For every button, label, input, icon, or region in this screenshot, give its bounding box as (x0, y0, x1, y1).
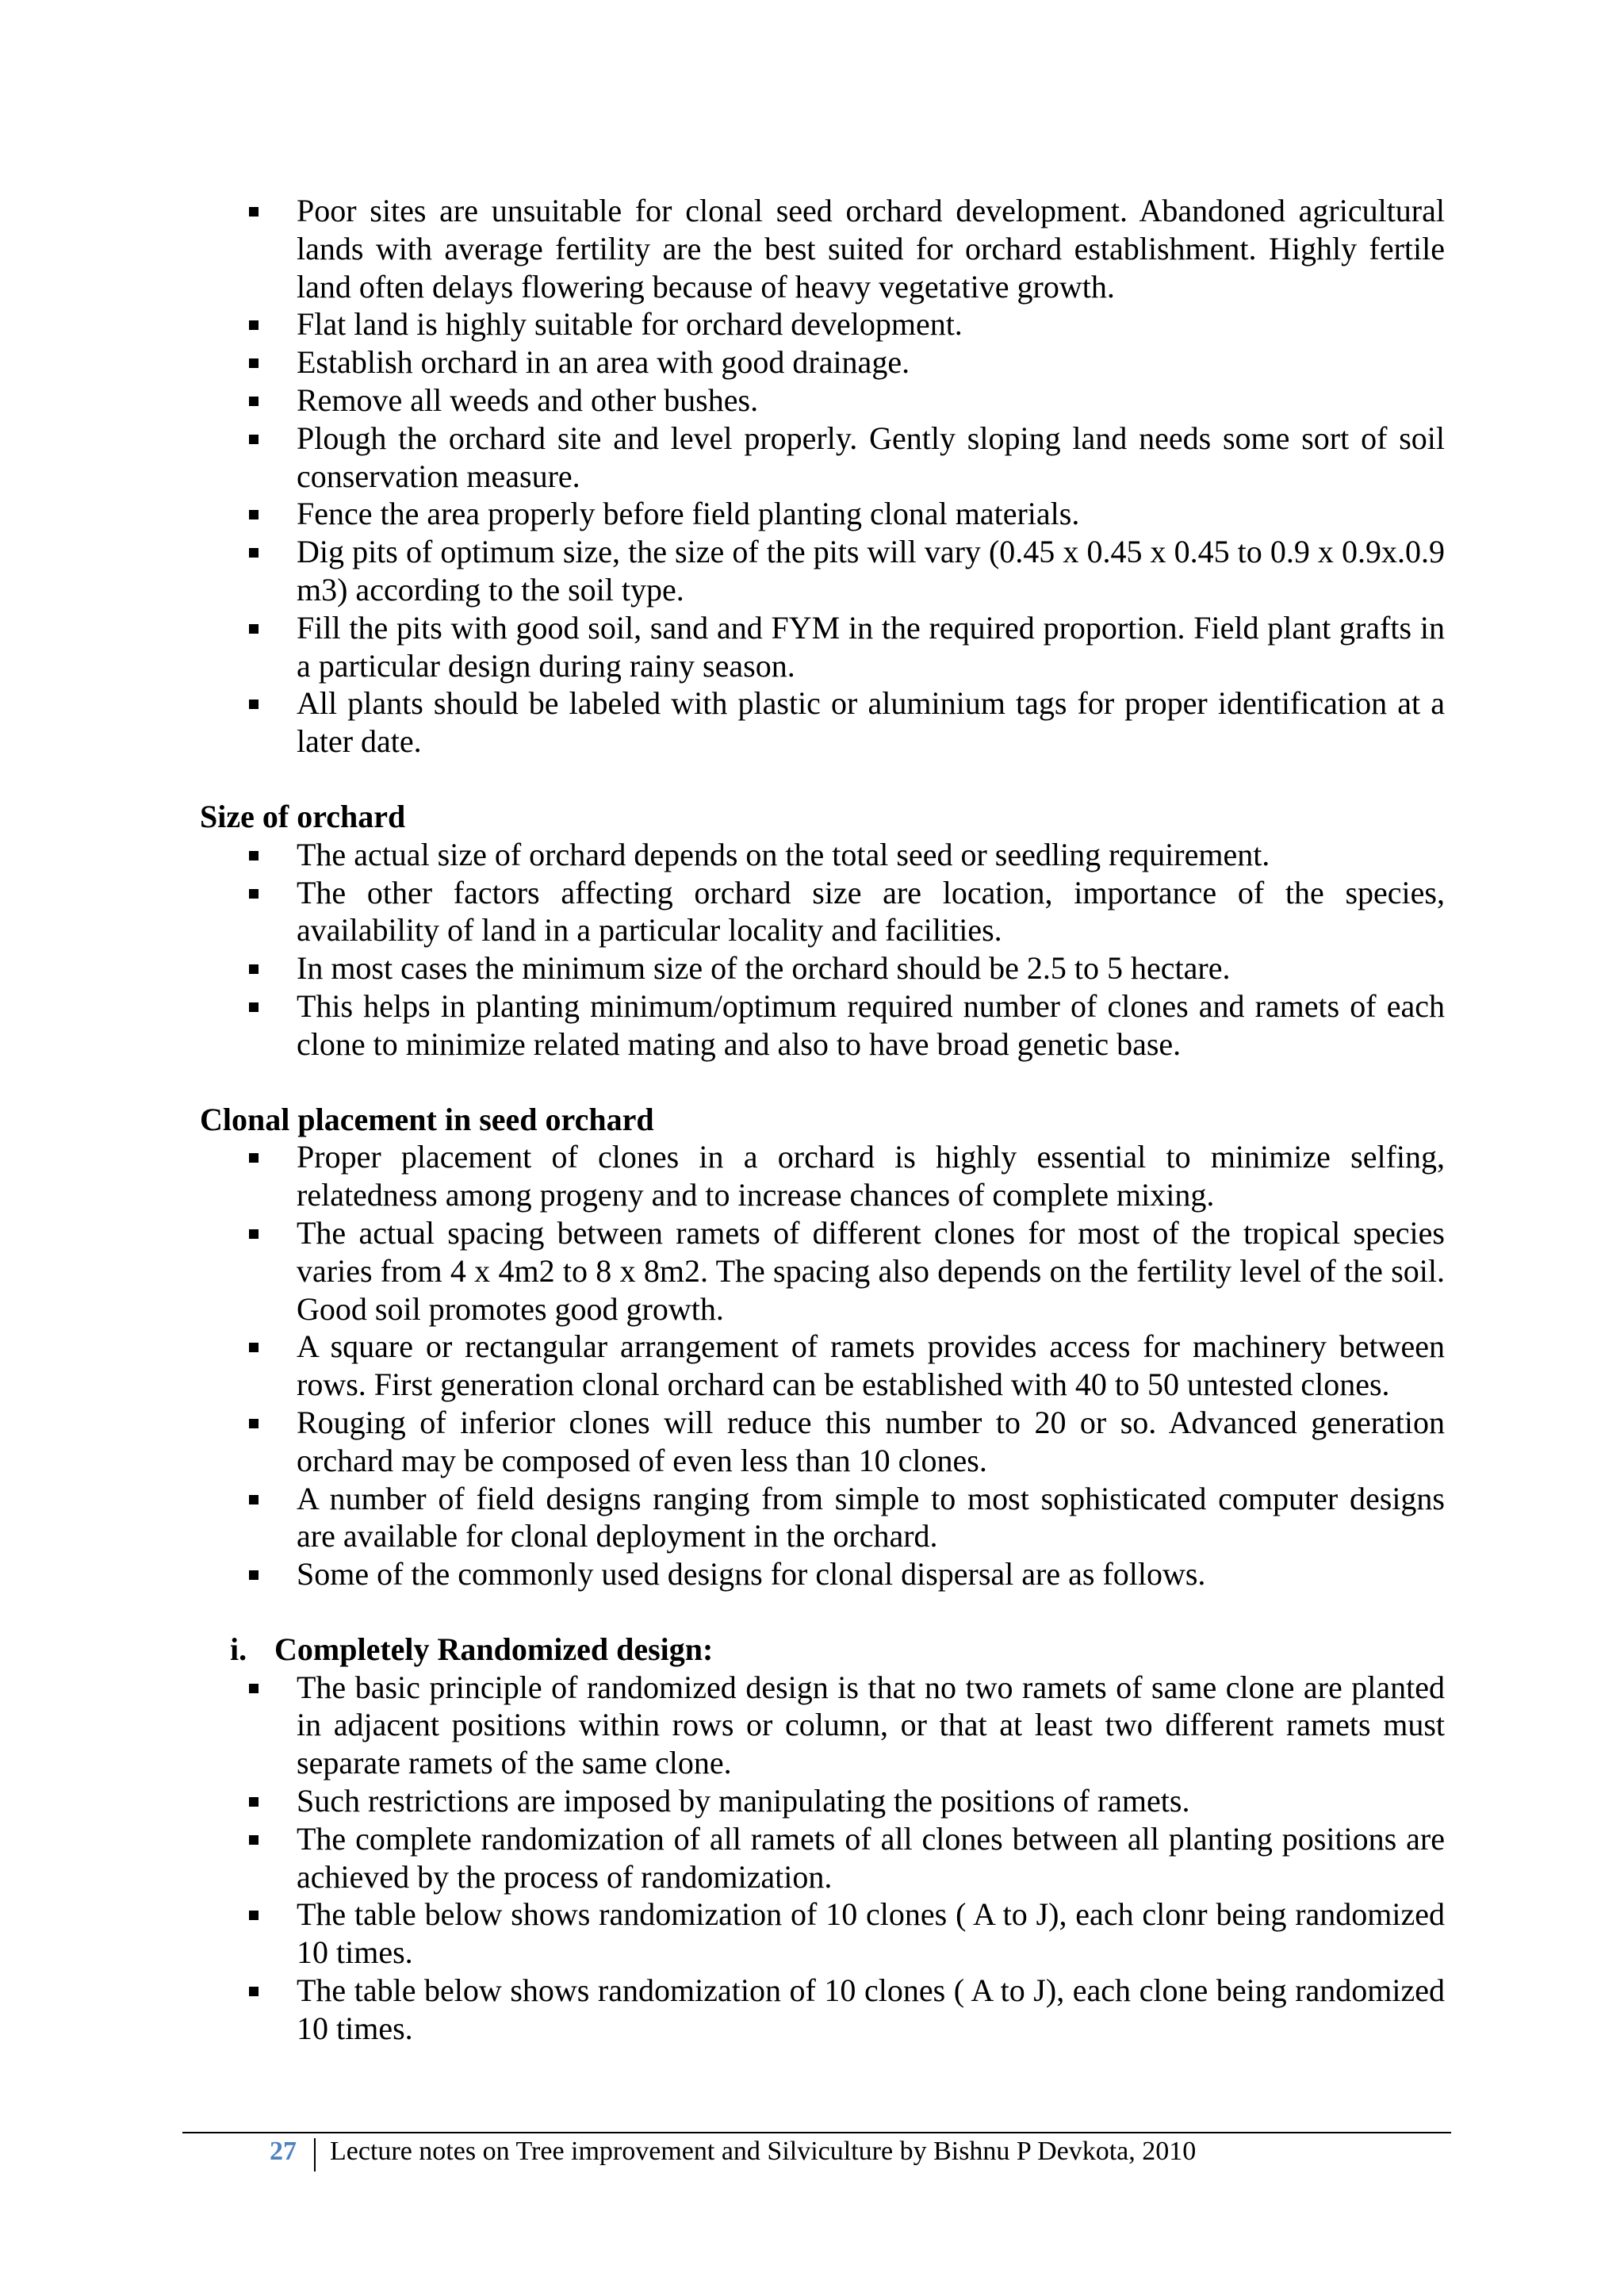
randomized-design-list (200, 1669, 1445, 2048)
list-item (297, 495, 1445, 533)
list-item (297, 1782, 1445, 1820)
list-item (297, 420, 1445, 496)
list-item (297, 1972, 1445, 2048)
square-bullet-icon (249, 548, 259, 558)
list-item-text: Proper placement of clones in a orchard is highly essential to minimize selfing, relatedness among progeny and to increase chances of complete mixing. (297, 1139, 1445, 1213)
square-bullet-icon (249, 1343, 259, 1352)
list-item-text: The actual size of orchard depends on the total seed or seedling requirement. (297, 836, 1270, 872)
section-heading-randomized-design (200, 1631, 1445, 1669)
list-item (297, 836, 1445, 874)
list-item (297, 609, 1445, 685)
list-item (297, 1328, 1445, 1404)
square-bullet-icon (249, 1495, 259, 1504)
square-bullet-icon (249, 358, 259, 368)
square-bullet-icon (249, 1835, 259, 1845)
list-item (297, 1669, 1445, 1782)
list-item (297, 1404, 1445, 1480)
list-item (297, 1214, 1445, 1328)
square-bullet-icon (249, 397, 259, 406)
section-title-text: Completely Randomized design: (274, 1631, 714, 1667)
list-item-text: Flat land is highly suitable for orchard development. (297, 306, 963, 343)
square-bullet-icon (249, 1229, 259, 1239)
list-item-text: Establish orchard in an area with good drainage. (297, 344, 910, 381)
square-bullet-icon (249, 1797, 259, 1807)
section-heading-size-of-orchard: Size of orchard (200, 798, 406, 834)
list-item-text: Some of the commonly used designs for clonal dispersal are as follows. (297, 1556, 1206, 1593)
list-item-text: In most cases the minimum size of the orchard should be 2.5 to 5 hectare. (297, 950, 1231, 987)
square-bullet-icon (249, 1153, 259, 1163)
square-bullet-icon (249, 1419, 259, 1428)
square-bullet-icon (249, 1987, 259, 1996)
list-item (297, 1820, 1445, 1896)
list-item-text: Such restrictions are imposed by manipulating the positions of ramets. (297, 1783, 1190, 1819)
list-item (297, 1480, 1445, 1556)
list-item-text: The other factors affecting orchard size are location, importance of the species, availability of land in a particular locality and facilities. (297, 874, 1445, 949)
square-bullet-icon (249, 1684, 259, 1693)
page-number: 27 (270, 2137, 297, 2166)
square-bullet-icon (249, 1911, 259, 1920)
list-item-text: A square or rectangular arrangement of ramets provides access for machinery between rows. First generation clonal orchard can be established with 40 to 50 untested clones. (297, 1328, 1445, 1403)
list-item-text: Dig pits of optimum size, the size of the pits will vary (0.45 x 0.45 x 0.45 to 0.9 x 0.9x.0.9 m3) according to the soil type. (297, 534, 1445, 608)
list-item (297, 1555, 1445, 1593)
list-item (297, 305, 1445, 343)
list-item-text: The actual spacing between ramets of different clones for most of the tropical species varies from 4 x 4m2 to 8 x 8m2. The spacing also depends on the fertility level of the soil. Good soil promotes good growth. (297, 1214, 1445, 1327)
footer-separator (314, 2138, 316, 2171)
square-bullet-icon (249, 889, 259, 899)
list-item-text: Rouging of inferior clones will reduce this number to 20 or so. Advanced generation orchard may be composed of even less than 10 clones. (297, 1404, 1445, 1478)
list-item-text: A number of field designs ranging from simple to most sophisticated computer designs are available for clonal deployment in the orchard. (297, 1480, 1445, 1554)
clonal-placement-list (200, 1138, 1445, 1593)
square-bullet-icon (249, 510, 259, 519)
list-item-text: The table below shows randomization of 10 clones ( A to J), each clone being randomized 10 times. (297, 1972, 1445, 2046)
list-item-text: Remove all weeds and other bushes. (297, 381, 759, 418)
list-item (297, 381, 1445, 420)
section-number: i. (230, 1631, 247, 1667)
list-item (297, 343, 1445, 381)
list-item-text: Fence the area properly before field planting clonal materials. (297, 496, 1080, 532)
square-bullet-icon (249, 851, 259, 861)
list-item-text: The table below shows randomization of 10 clones ( A to J), each clonr being randomized 10 times. (297, 1896, 1445, 1971)
section-heading-clonal-placement: Clonal placement in seed orchard (200, 1101, 654, 1137)
page-content (200, 192, 1445, 2048)
square-bullet-icon (249, 435, 259, 444)
site-preparation-list (200, 192, 1445, 761)
page-footer (182, 2132, 1451, 2171)
list-item-text: Poor sites are unsuitable for clonal seed orchard development. Abandoned agricultural lands with average fertility are the best suited for orchard establishment. Highly fertile land often delays flowering because of heavy vegetative growth. (297, 193, 1445, 305)
square-bullet-icon (249, 624, 259, 634)
list-item (297, 1138, 1445, 1214)
square-bullet-icon (249, 964, 259, 974)
footer-text: Lecture notes on Tree improvement and Silviculture by Bishnu P Devkota, 2010 (330, 2137, 1197, 2166)
list-item (297, 684, 1445, 761)
list-item-text: All plants should be labeled with plastic or aluminium tags for proper identification at a later date. (297, 685, 1445, 760)
square-bullet-icon (249, 700, 259, 709)
list-item (297, 533, 1445, 609)
list-item-text: The complete randomization of all ramets of all clones between all planting positions are achieved by the process of randomization. (297, 1820, 1445, 1895)
list-item (297, 874, 1445, 950)
list-item-text: Fill the pits with good soil, sand and FYM in the required proportion. Field plant grafts in a particular design during rainy season. (297, 609, 1445, 684)
list-item-text: Plough the orchard site and level properly. Gently sloping land needs some sort of soil conservation measure. (297, 420, 1445, 494)
square-bullet-icon (249, 207, 259, 217)
square-bullet-icon (249, 320, 259, 330)
size-of-orchard-list (200, 836, 1445, 1064)
square-bullet-icon (249, 1570, 259, 1580)
list-item (297, 192, 1445, 305)
list-item (297, 987, 1445, 1064)
square-bullet-icon (249, 1002, 259, 1012)
list-item (297, 1895, 1445, 1972)
list-item-text: This helps in planting minimum/optimum required number of clones and ramets of each clone to minimize related mating and also to have broad genetic base. (297, 987, 1445, 1062)
list-item (297, 949, 1445, 987)
list-item-text: The basic principle of randomized design is that no two ramets of same clone are planted in adjacent positions within rows or column, or that at least two different ramets must separate ramets of the same clone. (297, 1669, 1445, 1781)
